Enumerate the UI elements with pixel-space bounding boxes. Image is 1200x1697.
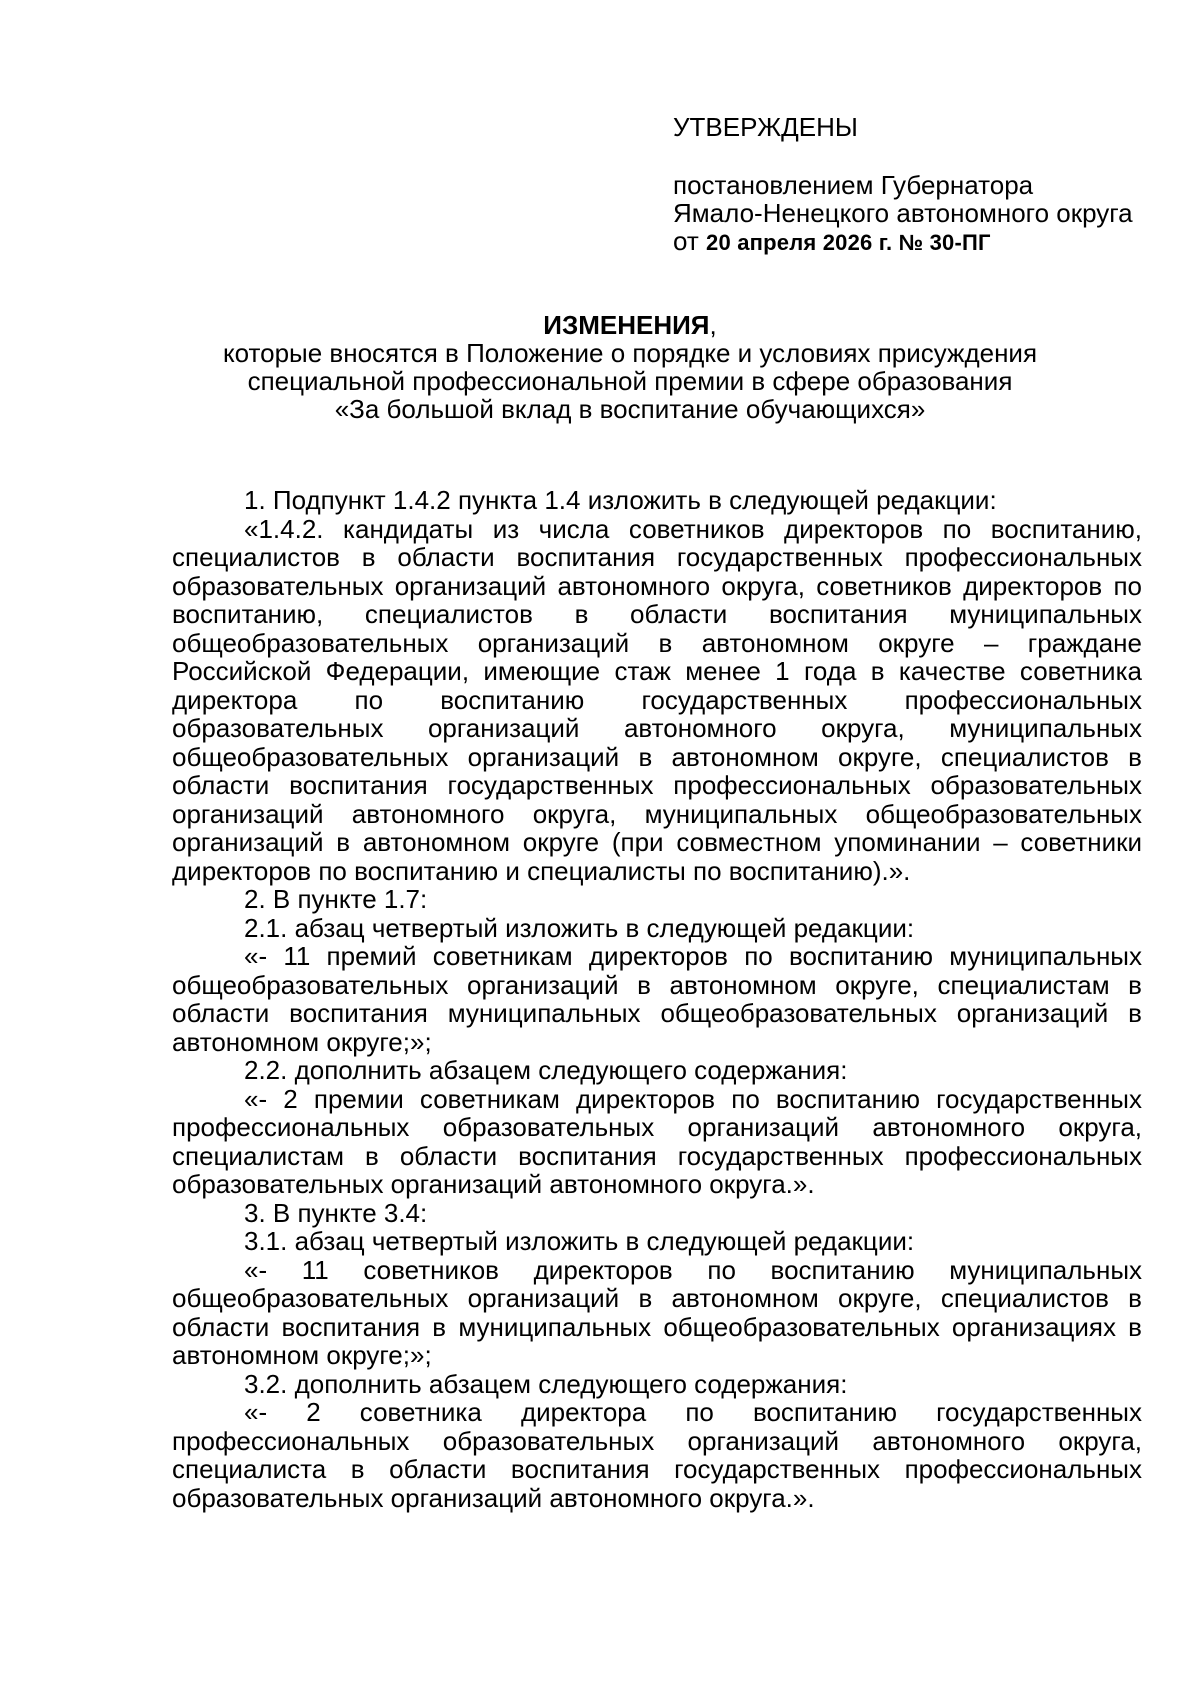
heading-title-suffix: , bbox=[709, 310, 717, 340]
approval-date-value: 20 апреля 2026 г. № 30-ПГ bbox=[706, 230, 991, 255]
paragraph-6: 2.2. дополнить абзацем следующего содержания: bbox=[244, 1055, 848, 1085]
paragraph-4: 2.1. абзац четвертый изложить в следующей редакции: bbox=[244, 912, 915, 943]
paragraph-1: 1. Подпункт 1.4.2 пункта 1.4 изложить в следующей редакции: bbox=[244, 485, 997, 515]
paragraph-3: 2. В пункте 1.7: bbox=[244, 884, 428, 914]
paragraph-12: «- 2 советника директора по воспитанию государственных профессиональных образовательных организаций автономного округа, специалиста в области воспитания государственных профессиональных образовательных организаций автономного округа.». bbox=[172, 1397, 1142, 1513]
paragraph-7: «- 2 премии советникам директоров по воспитанию государственных профессиональных образовательных организаций автономного округа, специалистам в области воспитания государственных профессиональных образовательных организаций автономного округа.». bbox=[172, 1083, 1142, 1199]
paragraph-8: 3. В пункте 3.4: bbox=[244, 1197, 428, 1228]
approval-date-line bbox=[673, 227, 1173, 257]
document-body bbox=[172, 486, 1142, 1512]
paragraph-5: «- 11 премий советникам директоров по воспитанию муниципальных общеобразовательных организаций в автономном округе, специалистам в области воспитания муниципальных общеобразовательных организаций в автономном округе;»; bbox=[172, 941, 1142, 1057]
approval-line-1: постановлением Губернатора bbox=[673, 170, 1034, 200]
paragraph-2: «1.4.2. кандидаты из числа советников директоров по воспитанию, специалистов в области воспитания государственных профессиональных образовательных организаций автономного округа, советников директоров по воспитанию, специалистов в области воспитания муниципальных общеобразовательных организаций в автономном округе – граждане Российской Федерации, имеющие стаж менее 1 года в качестве советника директора по воспитанию государственных профессиональных образовательных организаций автономного округа, муниципальных общеобразовательных организаций в автономном округе, специалистов в области воспитания государственных профессиональных образовательных организаций автономного округа, муниципальных общеобразовательных организаций в автономном округе (при совместном упоминании – советники директоров по воспитанию и специалисты по воспитанию).». bbox=[172, 513, 1142, 886]
heading-line-1: которые вносятся в Положение о порядке и условиях присуждения bbox=[222, 338, 1038, 368]
approval-date-prefix: от bbox=[673, 226, 707, 256]
approval-block bbox=[673, 113, 1173, 257]
paragraph-9: 3.1. абзац четвертый изложить в следующей редакции: bbox=[244, 1226, 915, 1256]
heading-line-2: специальной профессиональной премии в сфере образования bbox=[247, 366, 1013, 396]
paragraph-11: 3.2. дополнить абзацем следующего содержания: bbox=[244, 1368, 848, 1399]
heading-title: ИЗМЕНЕНИЯ bbox=[543, 310, 710, 340]
approval-line-2: Ямало-Ненецкого автономного округа bbox=[673, 198, 1133, 228]
document-heading bbox=[160, 311, 1100, 423]
approval-title: УТВЕРЖДЕНЫ bbox=[673, 112, 858, 142]
paragraph-10: «- 11 советников директоров по воспитанию муниципальных общеобразовательных организаций в автономном округе, специалистов в области воспитания в муниципальных общеобразовательных организациях в автономном округе;»; bbox=[172, 1254, 1142, 1370]
heading-title-line bbox=[160, 311, 1100, 339]
heading-line-3: «За большой вклад в воспитание обучающихся» bbox=[334, 394, 926, 424]
